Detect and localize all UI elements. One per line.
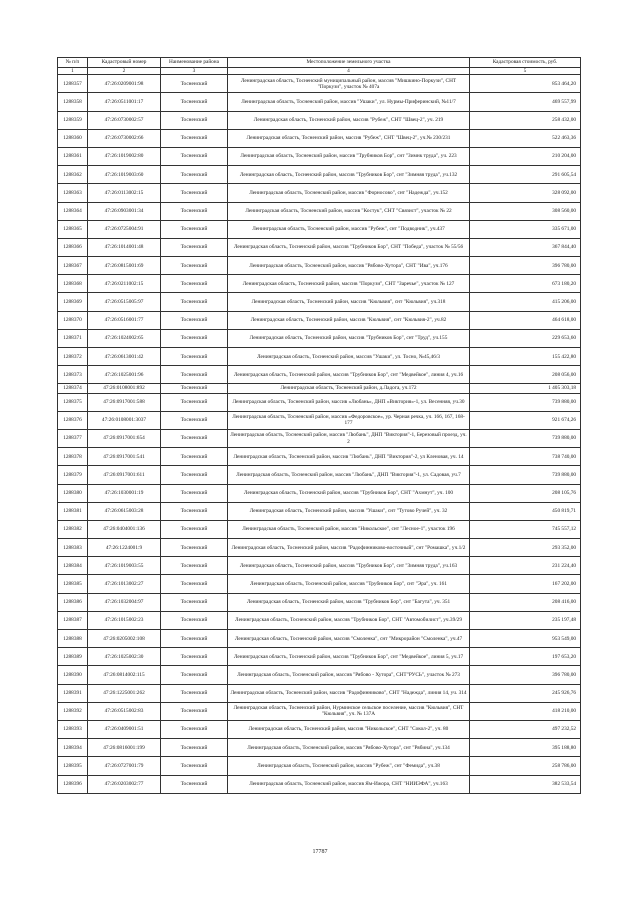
cadastral-number-cell: 47:26:1019003:60 [88, 166, 161, 184]
location-cell: Ленинградская область, Тосненский район, массив "Рубеж", снт "Фемида", уч.38 [228, 757, 470, 775]
cadastral-value-cell: 293 352,00 [470, 539, 581, 557]
cadastral-value-cell: 210 204,00 [470, 147, 581, 165]
page-number: 17787 [312, 849, 328, 855]
district-cell: Тосненский [161, 311, 228, 329]
cadastral-number-cell: 47:26:0203002:77 [88, 775, 161, 793]
table-row [58, 411, 581, 429]
row-number-cell: 1288394 [58, 739, 88, 757]
cadastral-number-cell: 47:26:0108001:892 [88, 384, 161, 393]
table-row [58, 630, 581, 648]
location-cell: Ленинградская область, Тосненский район, массив "Любань", ДНП "Виктория"-1, ул. Садовая, уч.7 [228, 466, 470, 484]
table-row [58, 166, 581, 184]
location-cell: Ленинградская область, Тосненский район, массив "Ушаки", снт "Тутово Ручей", уч. 32 [228, 502, 470, 520]
location-cell: Ленинградская область, Тосненский район, массив "Форносово", снт "Надежда", уч.152 [228, 184, 470, 202]
cadastral-value-cell: 291 605,54 [470, 166, 581, 184]
cadastral-number-cell: 47:26:0727001:79 [88, 757, 161, 775]
cadastral-number-cell: 47:26:1224001:9 [88, 539, 161, 557]
table-row [58, 775, 581, 793]
row-number-cell: 1288385 [58, 575, 88, 593]
row-number-cell: 1288393 [58, 720, 88, 738]
row-number-cell: 1288378 [58, 448, 88, 466]
table-row [58, 184, 581, 202]
header-cell-cadastral-number: Кадастровый номер [88, 58, 161, 68]
location-cell: Ленинградская область, Тосненский район, массив "Костук", СНТ "Связист", участок № 22 [228, 202, 470, 220]
cadastral-value-cell: 235 197,48 [470, 611, 581, 629]
cadastral-number-cell: 47:26:0515005:97 [88, 293, 161, 311]
cadastral-number-cell: 47:26:0511001:17 [88, 93, 161, 111]
district-cell: Тосненский [161, 329, 228, 347]
table-row [58, 366, 581, 384]
cadastral-number-cell: 47:26:1019003:55 [88, 557, 161, 575]
row-number-cell: 1288375 [58, 393, 88, 411]
row-number-cell: 1288379 [58, 466, 88, 484]
row-number-cell: 1288388 [58, 630, 88, 648]
cadastral-number-cell: 47:26:0113002:15 [88, 184, 161, 202]
table-row [58, 520, 581, 538]
district-cell: Тосненский [161, 411, 228, 429]
location-cell: Ленинградская область, Тосненский район, массив "Рябово-Хутора", СНТ "Ива", уч.176 [228, 257, 470, 275]
cadastral-number-cell: 47:26:0730002:57 [88, 111, 161, 129]
cadastral-number-cell: 47:26:0917001:541 [88, 448, 161, 466]
cadastral-value-cell: 522 463,36 [470, 129, 581, 147]
district-cell: Тосненский [161, 739, 228, 757]
table-row [58, 666, 581, 684]
row-number-cell: 1288372 [58, 348, 88, 366]
cadastral-number-cell: 47:26:1024002:65 [88, 329, 161, 347]
location-cell: Ленинградская область, Тосненский район, массив "Трубников Бор", СНТ "Победа", участок № 55/56 [228, 238, 470, 256]
header-cell-cadastral-value: Кадастровая стоимость, руб. [470, 58, 581, 68]
row-number-cell: 1288357 [58, 75, 88, 93]
cadastral-number-cell: 47:26:0814002:115 [88, 666, 161, 684]
district-cell: Тосненский [161, 75, 228, 93]
row-number-cell: 1288360 [58, 129, 88, 147]
table-row [58, 575, 581, 593]
district-cell: Тосненский [161, 166, 228, 184]
row-number-cell: 1288396 [58, 775, 88, 793]
row-number-cell: 1288376 [58, 411, 88, 429]
row-number-cell: 1288369 [58, 293, 88, 311]
district-cell: Тосненский [161, 539, 228, 557]
table-row [58, 202, 581, 220]
row-number-cell: 1288382 [58, 520, 88, 538]
table-row [58, 702, 581, 720]
location-cell: Ленинградская область, Тосненский район, массив "Кюльвия", снт "Кюльвия-2", уч.82 [228, 311, 470, 329]
row-number-cell: 1288364 [58, 202, 88, 220]
cadastral-value-cell: 258 432,00 [470, 111, 581, 129]
location-cell: Ленинградская область, Тосненский район, массив "Трубников Бор", снт "Труд", уч.155 [228, 329, 470, 347]
row-number-cell: 1288370 [58, 311, 88, 329]
cadastral-value-cell: 853 464,20 [470, 75, 581, 93]
cadastral-number-cell: 47:26:0816001:199 [88, 739, 161, 757]
district-cell: Тосненский [161, 293, 228, 311]
district-cell: Тосненский [161, 220, 228, 238]
row-number-cell: 1288365 [58, 220, 88, 238]
cadastral-value-cell: 208 416,00 [470, 593, 581, 611]
location-cell: Ленинградская область, Тосненский район, массив "Радофинниково-восточный", снт "Ромашка", уч.1/2 [228, 539, 470, 557]
table-row [58, 448, 581, 466]
district-cell: Тосненский [161, 666, 228, 684]
row-number-cell: 1288374 [58, 384, 88, 393]
district-cell: Тосненский [161, 348, 228, 366]
cadastral-number-cell: 47:26:0404001:136 [88, 520, 161, 538]
table-row [58, 238, 581, 256]
location-cell: Ленинградская область, Тосненский район, массив "Трубников Бор", снт "Зимняя труда", уч.163 [228, 557, 470, 575]
cadastral-value-cell: 367 844,40 [470, 238, 581, 256]
row-number-cell: 1288383 [58, 539, 88, 557]
district-cell: Тосненский [161, 757, 228, 775]
row-number-cell: 1288368 [58, 275, 88, 293]
district-cell: Тосненский [161, 648, 228, 666]
cadastral-number-cell: 47:26:0108001:3037 [88, 411, 161, 429]
table-row [58, 593, 581, 611]
cadastral-value-cell: 382 533,54 [470, 775, 581, 793]
cadastral-value-cell: 418 210,00 [470, 702, 581, 720]
location-cell: Ленинградская область, Тосненский район, массив «Федоровское», ур. Черная речка, уч. 166, 167, 168-177 [228, 411, 470, 429]
location-cell: Ленинградская область, Тосненский район, массив "Рябово-Хутора", снт "Рябина", уч.134 [228, 739, 470, 757]
cadastral-table [57, 57, 581, 794]
cadastral-value-cell: 739 880,00 [470, 466, 581, 484]
row-number-cell: 1288367 [58, 257, 88, 275]
cadastral-number-cell: 47:26:0211002:15 [88, 275, 161, 293]
district-cell: Тосненский [161, 557, 228, 575]
header-cell-no: № п/п [58, 58, 88, 68]
district-cell: Тосненский [161, 684, 228, 702]
table-row [58, 384, 581, 393]
table-row [58, 484, 581, 502]
cadastral-number-cell: 47:26:1019002:80 [88, 147, 161, 165]
row-number-cell: 1288390 [58, 666, 88, 684]
location-cell: Ленинградская область, Тосненский район, массив "Никольское", снт "Лесное-1", участок 196 [228, 520, 470, 538]
column-number-row [58, 68, 581, 75]
cadastral-value-cell: 450 819,71 [470, 502, 581, 520]
location-cell: Ленинградская область, Тосненский район, массив Ям-Ижора, СНТ "НИИЭФА", уч.163 [228, 775, 470, 793]
table-row [58, 293, 581, 311]
location-cell: Ленинградская область, Тосненский район, массив "Трубников Бор", снт "Зимняя труда", уч.132 [228, 166, 470, 184]
location-cell: Ленинградская область, Тосненский муниципальный район, массив "Мишкино-Поркузи", СНТ "Поркузи", участок № 407а [228, 75, 470, 93]
cadastral-number-cell: 47:26:1025001:96 [88, 366, 161, 384]
row-number-cell: 1288395 [58, 757, 88, 775]
row-number-cell: 1288361 [58, 147, 88, 165]
row-number-cell: 1288386 [58, 593, 88, 611]
cadastral-value-cell: 308 560,00 [470, 202, 581, 220]
cadastral-number-cell: 47:26:1013002:27 [88, 575, 161, 593]
cadastral-number-cell: 47:26:1032004:97 [88, 593, 161, 611]
location-cell: Ленинградская область, Тосненский район, массив "Любань", ДНП "Виктория"-2, ул Кленовая, уч. 14 [228, 448, 470, 466]
cadastral-value-cell: 738 740,00 [470, 448, 581, 466]
cadastral-value-cell: 208 056,00 [470, 366, 581, 384]
table-row [58, 611, 581, 629]
district-cell: Тосненский [161, 630, 228, 648]
column-number: 5 [470, 68, 581, 75]
district-cell: Тосненский [161, 502, 228, 520]
district-cell: Тосненский [161, 611, 228, 629]
table-row [58, 257, 581, 275]
table-row [58, 275, 581, 293]
row-number-cell: 1288389 [58, 648, 88, 666]
district-cell: Тосненский [161, 593, 228, 611]
district-cell: Тосненский [161, 147, 228, 165]
cadastral-number-cell: 47:26:0725004:91 [88, 220, 161, 238]
district-cell: Тосненский [161, 484, 228, 502]
district-cell: Тосненский [161, 429, 228, 447]
district-cell: Тосненский [161, 466, 228, 484]
location-cell: Ленинградская область, Тосненский район, массив "Смоленка", снт "Микрорайон "Смоленка", уч.47 [228, 630, 470, 648]
location-cell: Ленинградская область, Тосненский район, массив "Трубников Бор", СНТ "Ахмнут", уч. 100 [228, 484, 470, 502]
column-number: 3 [161, 68, 228, 75]
table-row [58, 720, 581, 738]
cadastral-number-cell: 47:26:0730002:66 [88, 129, 161, 147]
row-number-cell: 1288384 [58, 557, 88, 575]
cadastral-number-cell: 47:26:0917001:588 [88, 393, 161, 411]
cadastral-value-cell: 953 549,00 [470, 630, 581, 648]
location-cell: Ленинградская область, Тосненский район, массив "Рубеж", снт "Подводник", уч.437 [228, 220, 470, 238]
cadastral-number-cell: 47:26:1030001:19 [88, 484, 161, 502]
table-row [58, 393, 581, 411]
cadastral-value-cell: 208 105,76 [470, 484, 581, 502]
table-row [58, 147, 581, 165]
row-number-cell: 1288358 [58, 93, 88, 111]
table-row [58, 557, 581, 575]
cadastral-number-cell: 47:26:0409001:51 [88, 720, 161, 738]
district-cell: Тосненский [161, 775, 228, 793]
row-number-cell: 1288362 [58, 166, 88, 184]
cadastral-value-cell: 328 092,00 [470, 184, 581, 202]
location-cell: Ленинградская область, Тосненский район, массив "Трубников Бор", снт "Зимнк труда", уч. 223 [228, 147, 470, 165]
district-cell: Тосненский [161, 702, 228, 720]
row-number-cell: 1288387 [58, 611, 88, 629]
cadastral-number-cell: 47:26:1025002:30 [88, 648, 161, 666]
location-cell: Ленинградская область, Тосненский район, массив «Любань», ДНП «Виктория»-1, ул. Весенняя, уч.30 [228, 393, 470, 411]
table-row [58, 75, 581, 93]
cadastral-value-cell: 415 206,00 [470, 293, 581, 311]
cadastral-value-cell: 258 786,00 [470, 757, 581, 775]
row-number-cell: 1288392 [58, 702, 88, 720]
row-number-cell: 1288359 [58, 111, 88, 129]
location-cell: Ленинградская область, Тосненский район, массив "Любань", ДНП "Виктория"-1, Березовый проезд, уч. 2 [228, 429, 470, 447]
row-number-cell: 1288371 [58, 329, 88, 347]
cadastral-value-cell: 229 653,60 [470, 329, 581, 347]
cadastral-value-cell: 395 188,80 [470, 739, 581, 757]
cadastral-value-cell: 231 224,40 [470, 557, 581, 575]
location-cell: Ленинградская область, Тосненский район, массив "Трубников Бор", СНТ "Автомобилист", уч.39/29 [228, 611, 470, 629]
row-number-cell: 1288380 [58, 484, 88, 502]
cadastral-number-cell: 47:26:0917001:654 [88, 429, 161, 447]
header-cell-district: Наименование района [161, 58, 228, 68]
district-cell: Тосненский [161, 257, 228, 275]
location-cell: Ленинградская область, Тосненский район, массив "Рябово - Хутора", СНТ"РУСЬ", участок № 273 [228, 666, 470, 684]
table-row [58, 684, 581, 702]
cadastral-number-cell: 47:26:0903001:34 [88, 202, 161, 220]
location-cell: Ленинградская область, Тосненский район, массив "Ушаки", ул. Нурмы-Приферинский, №11/7 [228, 93, 470, 111]
table-row [58, 739, 581, 757]
location-cell: Ленинградская область, Тосненский район, массив "Ушаки", ул. Тосно, №45,46/3 [228, 348, 470, 366]
row-number-cell: 1288373 [58, 366, 88, 384]
table-row [58, 429, 581, 447]
cadastral-number-cell: 47:26:0615003:28 [88, 502, 161, 520]
district-cell: Тосненский [161, 184, 228, 202]
table-row [58, 539, 581, 557]
cadastral-value-cell: 396 780,00 [470, 257, 581, 275]
district-cell: Тосненский [161, 93, 228, 111]
table-row [58, 311, 581, 329]
cadastral-number-cell: 47:26:0515002:83 [88, 702, 161, 720]
cadastral-number-cell: 47:26:0205002:108 [88, 630, 161, 648]
row-number-cell: 1288366 [58, 238, 88, 256]
cadastral-number-cell: 47:26:0613001:42 [88, 348, 161, 366]
header-cell-location: Местоположение земельного участка [228, 58, 470, 68]
table-body [58, 75, 581, 794]
column-number: 4 [228, 68, 470, 75]
table-row [58, 466, 581, 484]
row-number-cell: 1288381 [58, 502, 88, 520]
table-row [58, 111, 581, 129]
table-row [58, 93, 581, 111]
district-cell: Тосненский [161, 366, 228, 384]
location-cell: Ленинградская область, Тосненский район, массив "Радофинниково", СНТ "Надежда", линия 14, уч. 314 [228, 684, 470, 702]
table-row [58, 220, 581, 238]
district-cell: Тосненский [161, 448, 228, 466]
cadastral-value-cell: 464 618,00 [470, 311, 581, 329]
district-cell: Тосненский [161, 575, 228, 593]
district-cell: Тосненский [161, 238, 228, 256]
table-row [58, 757, 581, 775]
cadastral-number-cell: 47:26:0209001:98 [88, 75, 161, 93]
location-cell: Ленинградская область, Тосненский район, д.Ладога, уч.172 [228, 384, 470, 393]
district-cell: Тосненский [161, 111, 228, 129]
cadastral-number-cell: 47:26:1225001:262 [88, 684, 161, 702]
district-cell: Тосненский [161, 202, 228, 220]
location-cell: Ленинградская область, Тосненский район, массив "Трубников Бор", снт "Эра", уч. 161 [228, 575, 470, 593]
location-cell: Ленинградская область, Тосненский район, массив "Поркузи", СНТ "Заречье", участок № 127 [228, 275, 470, 293]
district-cell: Тосненский [161, 720, 228, 738]
cadastral-value-cell: 739 880,00 [470, 429, 581, 447]
column-number: 1 [58, 68, 88, 75]
location-cell: Ленинградская область, Тосненский район, массив "Рубеж", СНТ "Швец-2", уч. 219 [228, 111, 470, 129]
district-cell: Тосненский [161, 275, 228, 293]
row-number-cell: 1288391 [58, 684, 88, 702]
cadastral-value-cell: 396 780,00 [470, 666, 581, 684]
cadastral-value-cell: 197 653,20 [470, 648, 581, 666]
cadastral-number-cell: 47:26:1014001:48 [88, 238, 161, 256]
cadastral-value-cell: 673 180,20 [470, 275, 581, 293]
location-cell: Ленинградская область, Тосненский район, Нурминское сельское поселение, массив "Кюльвия", СНТ "Кюльвия", уч. № 137А [228, 702, 470, 720]
district-cell: Тосненский [161, 520, 228, 538]
cadastral-value-cell: 921 674,26 [470, 411, 581, 429]
table-row [58, 502, 581, 520]
cadastral-number-cell: 47:26:0516001:77 [88, 311, 161, 329]
cadastral-value-cell: 155 422,80 [470, 348, 581, 366]
table-row [58, 648, 581, 666]
header-row [58, 58, 581, 68]
location-cell: Ленинградская область, Тосненский район, массив "Трубников Бор", снт "Медвейкое", линия 5, уч.17 [228, 648, 470, 666]
cadastral-value-cell: 1 405 303,18 [470, 384, 581, 393]
table-row [58, 329, 581, 347]
table-row [58, 348, 581, 366]
district-cell: Тосненский [161, 129, 228, 147]
district-cell: Тосненский [161, 384, 228, 393]
cadastral-value-cell: 497 232,52 [470, 720, 581, 738]
cadastral-value-cell: 245 926,76 [470, 684, 581, 702]
row-number-cell: 1288363 [58, 184, 88, 202]
row-number-cell: 1288377 [58, 429, 88, 447]
location-cell: Ленинградская область, Тосненский район, массив "Трубников Бор", снт "Багута", уч. 351 [228, 593, 470, 611]
location-cell: Ленинградская область, Тосненский район, массив "Трубников Бор", снт "Медвейкое", линия 4, уч.16 [228, 366, 470, 384]
cadastral-number-cell: 47:26:0815001:69 [88, 257, 161, 275]
location-cell: Ленинградская область, Тосненский район, массив "Рубеж", СНТ "Швец-2", уч.№ 230/231 [228, 129, 470, 147]
location-cell: Ленинградская область, Тосненский район, массив "Кюльвия", снт "Кюльвия", уч.318 [228, 293, 470, 311]
district-cell: Тосненский [161, 393, 228, 411]
cadastral-value-cell: 335 671,00 [470, 220, 581, 238]
table-row [58, 129, 581, 147]
cadastral-value-cell: 739 880,00 [470, 393, 581, 411]
column-number: 2 [88, 68, 161, 75]
cadastral-value-cell: 167 202,00 [470, 575, 581, 593]
cadastral-value-cell: 469 557,99 [470, 93, 581, 111]
cadastral-number-cell: 47:26:0917001:611 [88, 466, 161, 484]
cadastral-value-cell: 745 557,12 [470, 520, 581, 538]
location-cell: Ленинградская область, Тосненский район, массив "Никольское", СНТ "Сокол-2", уч. 80 [228, 720, 470, 738]
cadastral-number-cell: 47:26:1015002:23 [88, 611, 161, 629]
